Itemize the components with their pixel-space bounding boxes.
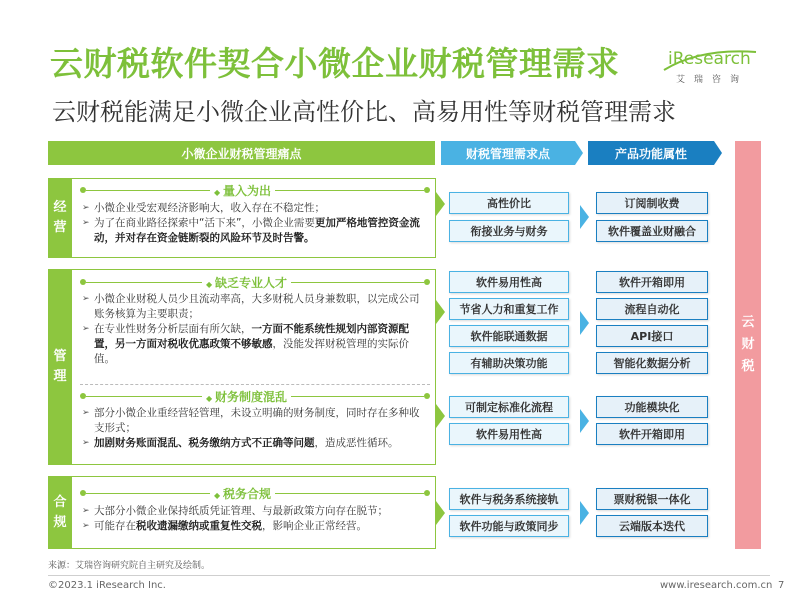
arrow-right-icon bbox=[436, 501, 445, 525]
bullet-item: ➢ 加剧财务账面混乱、税务缴纳方式不正确等问题，造成恶性循环。 bbox=[82, 436, 427, 451]
source-note: 来源：艾瑞咨询研究院自主研究及绘制。 bbox=[48, 561, 211, 571]
feature-box: 功能模块化 bbox=[596, 396, 708, 418]
bullet-item: ➢ 小微企业受宏观经济影响大，收入存在不稳定性； bbox=[82, 201, 427, 216]
need-box: 有辅助决策功能 bbox=[449, 352, 569, 374]
category-compliance: 合 规 bbox=[48, 476, 72, 549]
arrow-right-icon bbox=[580, 311, 589, 335]
bullets-finance-system bbox=[82, 406, 427, 451]
bullet-item: ➢ 部分小微企业重经营轻管理，未设立明确的财务制度，同时存在多种收支形式； bbox=[82, 406, 427, 436]
feature-box: 订阅制收费 bbox=[596, 192, 708, 214]
website-url: www.iresearch.com.cn bbox=[660, 580, 773, 591]
bullet-item: ➢ 在专业性财务分析层面有所欠缺，一方面不能系统性规划内部资源配置，另一方面对税收优惠政策不够敏感，没能发挥财税管理的实际价值。 bbox=[82, 322, 427, 367]
bullet-item: ➢ 为了在商业路径探索中“活下来”，小微企业需要更加严格地管控资金流动，并对存在资金链断裂的风险环节及时告警。 bbox=[82, 216, 427, 246]
need-box: 节省人力和重复工作 bbox=[449, 298, 569, 320]
section-heading-talent: ◆ 缺乏专业人才 bbox=[80, 275, 430, 289]
category-operations: 经 营 bbox=[48, 178, 72, 258]
need-box: 软件功能与政策同步 bbox=[449, 515, 569, 537]
arrow-right-icon bbox=[436, 404, 445, 428]
need-box: 高性价比 bbox=[449, 192, 569, 214]
section-heading-tax-compliance: ◆ 税务合规 bbox=[80, 486, 430, 500]
need-box: 软件能联通数据 bbox=[449, 325, 569, 347]
section-divider bbox=[80, 384, 430, 385]
feature-box: 软件开箱即用 bbox=[596, 271, 708, 293]
page-subtitle: 云财税能满足小微企业高性价比、高易用性等财税管理需求 bbox=[52, 98, 676, 126]
need-box: 软件与税务系统接轨 bbox=[449, 488, 569, 510]
iresearch-logo bbox=[660, 46, 760, 86]
feature-box: 智能化数据分析 bbox=[596, 352, 708, 374]
arrow-right-icon bbox=[580, 501, 589, 525]
bullet-item: ➢ 大部分小微企业保持纸质凭证管理、与最新政策方向存在脱节； bbox=[82, 504, 427, 519]
page-number: 7 bbox=[778, 580, 785, 591]
cloud-tax-bar: 云 财 税 bbox=[735, 141, 761, 549]
arrow-right-icon bbox=[580, 205, 589, 229]
arrow-right-icon bbox=[436, 192, 445, 216]
bullets-tax-compliance bbox=[82, 504, 427, 534]
need-box: 可制定标准化流程 bbox=[449, 396, 569, 418]
bullet-item: ➢ 可能存在税收遗漏缴纳或重复性交税，影响企业正常经营。 bbox=[82, 519, 427, 534]
header-pain-points: 小微企业财税管理痛点 bbox=[48, 141, 435, 165]
copyright: ©2023.1 iResearch Inc. bbox=[48, 580, 166, 591]
bullets-income bbox=[82, 201, 427, 246]
need-box: 衔接业务与财务 bbox=[449, 220, 569, 242]
category-management: 管 理 bbox=[48, 269, 72, 465]
header-features: 产品功能属性 bbox=[588, 141, 714, 165]
footer-divider bbox=[48, 575, 770, 576]
page-title: 云财税软件契合小微企业财税管理需求 bbox=[50, 44, 620, 83]
logo-wordmark: iResearch bbox=[668, 49, 751, 69]
bullets-talent bbox=[82, 292, 427, 367]
feature-box: 票财税银一体化 bbox=[596, 488, 708, 510]
arrow-right-icon bbox=[436, 300, 445, 324]
logo-chinese-name: 艾瑞咨询 bbox=[676, 75, 749, 85]
header-needs: 财税管理需求点 bbox=[441, 141, 575, 165]
need-box: 软件易用性高 bbox=[449, 423, 569, 445]
feature-box: 软件覆盖业财融合 bbox=[596, 220, 708, 242]
arrow-right-icon bbox=[580, 409, 589, 433]
bullet-item: ➢ 小微企业财税人员少且流动率高，大多财税人员身兼数职，以完成公司账务核算为主要职责； bbox=[82, 292, 427, 322]
section-heading-finance-system: ◆ 财务制度混乱 bbox=[80, 389, 430, 403]
feature-box: 云端版本迭代 bbox=[596, 515, 708, 537]
feature-box: API接口 bbox=[596, 325, 708, 347]
feature-box: 流程自动化 bbox=[596, 298, 708, 320]
section-heading-income: ◆ 量入为出 bbox=[80, 183, 430, 197]
need-box: 软件易用性高 bbox=[449, 271, 569, 293]
feature-box: 软件开箱即用 bbox=[596, 423, 708, 445]
